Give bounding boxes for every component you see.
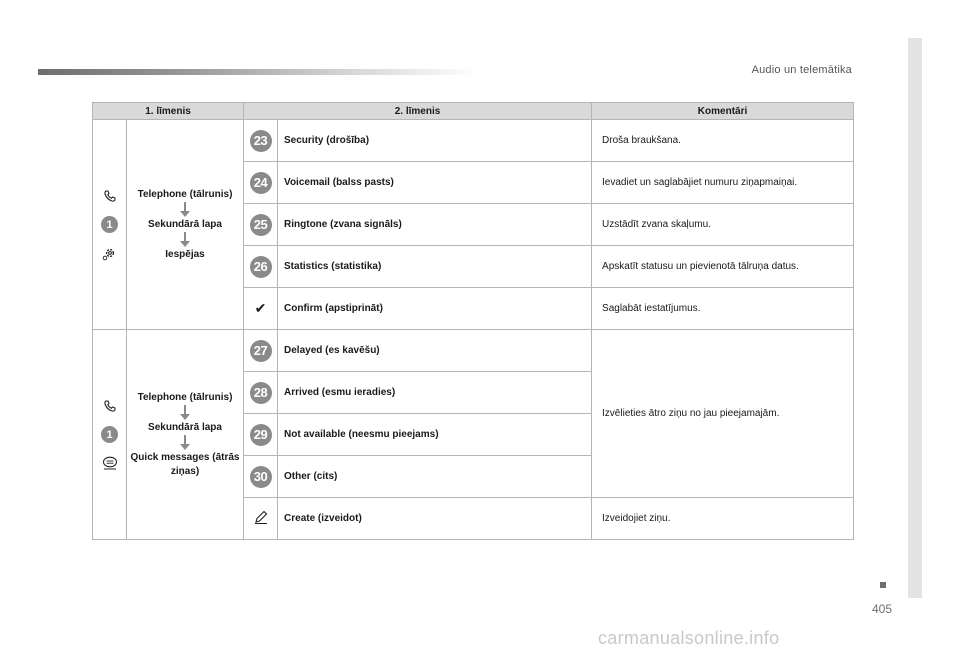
group2-icon-cell: [93, 330, 127, 540]
number-cell: [244, 288, 278, 330]
path-step: Sekundārā lapa: [148, 421, 222, 433]
number-badge: 24: [250, 172, 272, 194]
comment: Saglabāt iestatījumus.: [592, 288, 854, 330]
table-row: [93, 330, 854, 372]
number-badge: 23: [250, 130, 272, 152]
menu-label: Other (cits): [278, 456, 592, 498]
menu-label: Not available (neesmu pieejams): [278, 414, 592, 456]
header-comments: Komentāri: [592, 103, 854, 120]
path-step: Telephone (tālrunis): [137, 391, 233, 403]
menu-label: Ringtone (zvana signāls): [278, 204, 592, 246]
path-step: Iespējas: [165, 248, 205, 260]
group1-path-cell: [127, 120, 244, 330]
comment: Ievadiet un saglabājiet numuru ziņapmaiņai.: [592, 162, 854, 204]
phone-icon: [102, 398, 118, 414]
arrow-down-icon: [180, 202, 190, 218]
number-cell: [244, 372, 278, 414]
menu-label: Confirm (apstiprināt): [278, 288, 592, 330]
page-marker: [880, 582, 886, 588]
number-badge: 25: [250, 214, 272, 236]
menu-label: Arrived (esmu ieradies): [278, 372, 592, 414]
checkmark-icon: ✔: [254, 300, 267, 316]
level-badge: 1: [101, 216, 118, 233]
comment: Izveidojiet ziņu.: [592, 498, 854, 540]
number-cell: [244, 120, 278, 162]
menu-table: [92, 102, 854, 540]
number-cell: [244, 330, 278, 372]
header-level2: 2. līmenis: [244, 103, 592, 120]
number-cell: [244, 162, 278, 204]
menu-label: Voicemail (balss pasts): [278, 162, 592, 204]
number-cell: [244, 456, 278, 498]
section-title: Audio un telemātika: [751, 64, 852, 76]
group2-path-cell: [127, 330, 244, 540]
number-cell: [244, 204, 278, 246]
comment: Droša braukšana.: [592, 120, 854, 162]
number-badge: 27: [250, 340, 272, 362]
shared-comment: Izvēlieties ātro ziņu no jau pieejamajām.: [592, 330, 854, 498]
table-header-row: [93, 103, 854, 120]
pencil-icon: [253, 509, 269, 525]
number-cell: [244, 414, 278, 456]
menu-label: Statistics (statistika): [278, 246, 592, 288]
arrow-down-icon: [180, 435, 190, 451]
settings-gear-icon: [102, 245, 118, 261]
comment: Apskatīt statusu un pievienotā tālruņa datus.: [592, 246, 854, 288]
path-step: Sekundārā lapa: [148, 218, 222, 230]
group1-icon-cell: [93, 120, 127, 330]
message-bubble-icon: [102, 455, 118, 471]
menu-label: Create (izveidot): [278, 498, 592, 540]
number-badge: 26: [250, 256, 272, 278]
level-badge: 1: [101, 426, 118, 443]
menu-label: Security (drošība): [278, 120, 592, 162]
path-step: Telephone (tālrunis): [137, 188, 233, 200]
number-badge: 29: [250, 424, 272, 446]
number-cell: [244, 246, 278, 288]
menu-label: Delayed (es kavēšu): [278, 330, 592, 372]
header-level1: 1. līmenis: [93, 103, 244, 120]
comment: Uzstādīt zvana skaļumu.: [592, 204, 854, 246]
arrow-down-icon: [180, 232, 190, 248]
page-number: 405: [872, 602, 893, 616]
table-row: [93, 120, 854, 162]
path-step: Quick messages (ātrās ziņas): [130, 451, 240, 477]
arrow-down-icon: [180, 405, 190, 421]
number-badge: 28: [250, 382, 272, 404]
header-gradient-bar: [38, 69, 478, 75]
number-cell: [244, 498, 278, 540]
phone-icon: [102, 188, 118, 204]
number-badge: 30: [250, 466, 272, 488]
watermark: carmanualsonline.info: [598, 628, 780, 648]
side-strip: [908, 38, 922, 598]
